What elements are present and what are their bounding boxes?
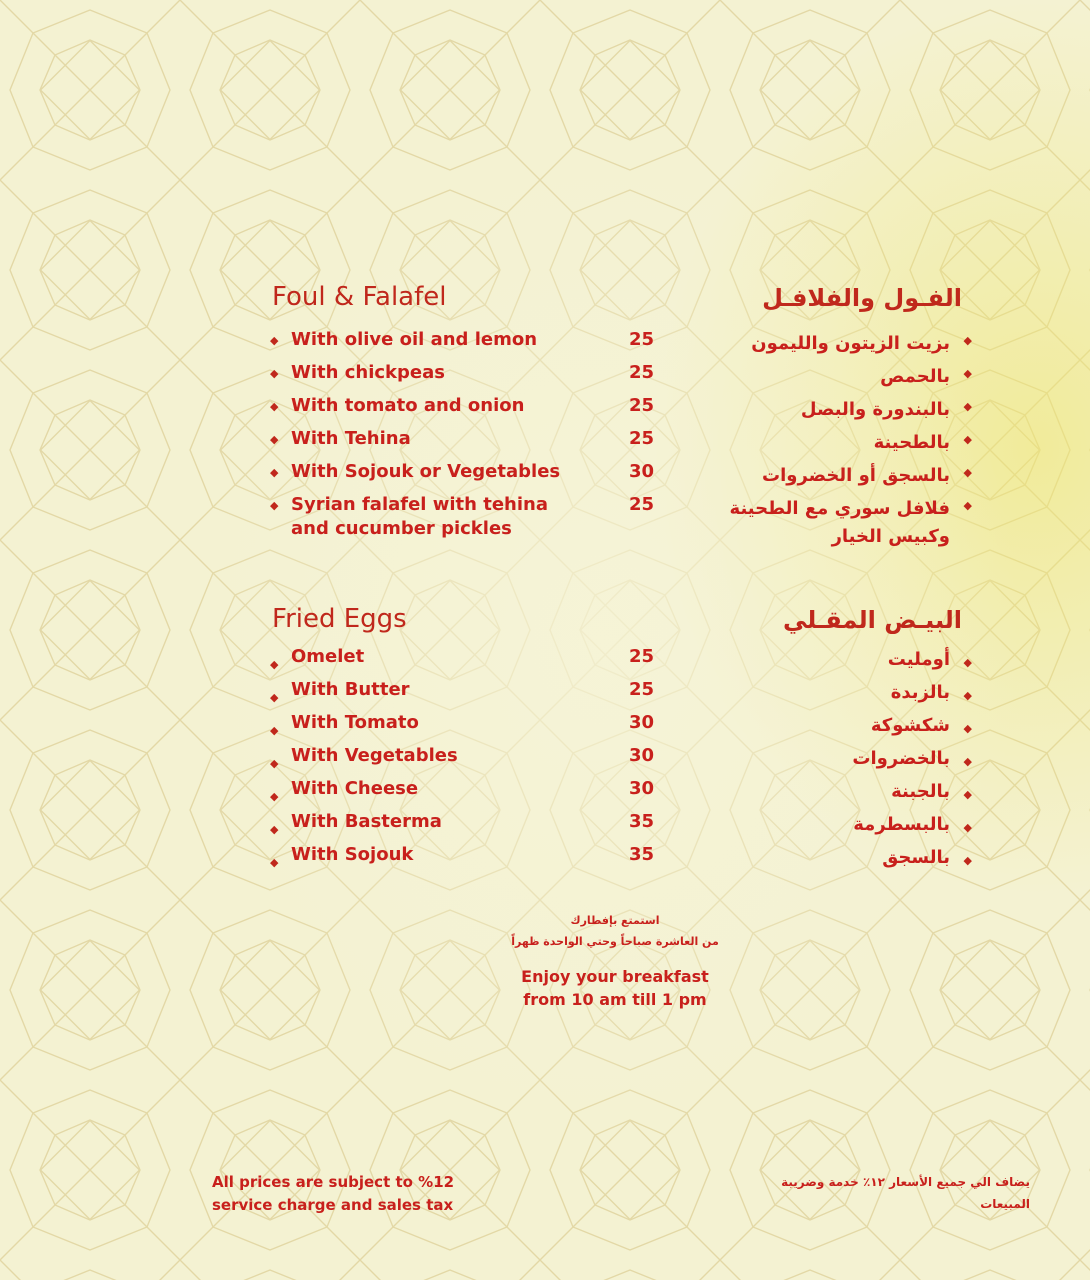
footer-note-en-line1: All prices are subject to %12 bbox=[212, 1173, 455, 1191]
menu-item bbox=[270, 493, 660, 549]
menu-item-price: 25 bbox=[628, 494, 654, 515]
menu-item bbox=[270, 645, 660, 678]
menu-item-name-ar: أومليت bbox=[887, 649, 950, 670]
menu-item-name: Omelet bbox=[291, 646, 365, 667]
menu-item-price: 25 bbox=[628, 679, 654, 700]
menu-item-name-ar: بالجبنة bbox=[891, 781, 950, 802]
diamond-bullet-icon: ◆ bbox=[963, 788, 972, 801]
menu-item bbox=[270, 427, 660, 460]
menu-item-price: 25 bbox=[628, 395, 654, 416]
menu-item-name: Syrian falafel with tehina and cucumber pickles bbox=[291, 494, 548, 539]
menu-item bbox=[270, 744, 660, 777]
menu-item-ar bbox=[672, 811, 972, 844]
menu-item-ar bbox=[672, 396, 972, 429]
footer-note-en-line2: service charge and sales tax bbox=[212, 1196, 454, 1214]
menu-item-price: 35 bbox=[628, 844, 654, 865]
menu-item-price: 35 bbox=[628, 811, 654, 832]
menu-item-name-ar: بالخضروات bbox=[852, 748, 950, 769]
menu-item-name: With Vegetables bbox=[291, 745, 458, 766]
menu-item-name: With tomato and onion bbox=[291, 395, 525, 416]
section-title-fried-eggs: Fried Eggs bbox=[272, 604, 407, 634]
menu-item-ar bbox=[672, 330, 972, 363]
diamond-bullet-icon: ◆ bbox=[270, 658, 279, 671]
menu-item-ar bbox=[672, 363, 972, 396]
menu-item-name: With Sojouk bbox=[291, 844, 414, 865]
diamond-bullet-icon: ◆ bbox=[963, 821, 972, 834]
diamond-bullet-icon: ◆ bbox=[270, 367, 279, 380]
diamond-bullet-icon: ◆ bbox=[963, 433, 972, 446]
menu-item bbox=[270, 394, 660, 427]
diamond-bullet-icon: ◆ bbox=[963, 466, 972, 479]
menu-item-name-ar: شكشوكة bbox=[870, 715, 950, 736]
breakfast-note-ar-line2: من العاشرة صباحاً وحتي الواحدة ظهراً bbox=[511, 935, 719, 948]
menu-item bbox=[270, 328, 660, 361]
footer-note-en bbox=[212, 1171, 512, 1217]
menu-item-name-ar: بالسجق bbox=[882, 847, 950, 868]
section-title-foul-falafel: Foul & Falafel bbox=[272, 282, 447, 312]
menu-item bbox=[270, 361, 660, 394]
menu-item-ar bbox=[672, 778, 972, 811]
footer-note-ar: يضاف الي جميع الأسعار ١٢٪ خدمة وضريبة المبيعات bbox=[781, 1175, 1030, 1211]
diamond-bullet-icon: ◆ bbox=[963, 755, 972, 768]
menu-item bbox=[270, 810, 660, 843]
diamond-bullet-icon: ◆ bbox=[963, 689, 972, 702]
menu-item-name: With olive oil and lemon bbox=[291, 329, 538, 350]
diamond-bullet-icon: ◆ bbox=[963, 334, 972, 347]
menu-item bbox=[270, 460, 660, 493]
menu-item-price: 30 bbox=[628, 461, 654, 482]
menu-item-ar bbox=[672, 712, 972, 745]
menu-item-ar bbox=[672, 495, 972, 555]
menu-item-name-ar: بالبسطرمة bbox=[853, 814, 950, 835]
section-title-ar-foul-falafel: الفـول والفلافـل bbox=[762, 284, 962, 312]
breakfast-note-en-line1: Enjoy your breakfast bbox=[521, 967, 709, 986]
diamond-bullet-icon: ◆ bbox=[270, 400, 279, 413]
diamond-bullet-icon: ◆ bbox=[270, 823, 279, 836]
menu-item-price: 30 bbox=[628, 712, 654, 733]
menu-item-name: With chickpeas bbox=[291, 362, 445, 383]
diamond-bullet-icon: ◆ bbox=[270, 724, 279, 737]
menu-item-price: 25 bbox=[628, 362, 654, 383]
menu-item-name: With Basterma bbox=[291, 811, 442, 832]
menu-item-price: 30 bbox=[628, 778, 654, 799]
menu-item-name-ar: بالطحينة bbox=[873, 432, 950, 453]
menu-item bbox=[270, 678, 660, 711]
diamond-bullet-icon: ◆ bbox=[270, 466, 279, 479]
menu-list-fried-eggs bbox=[270, 645, 660, 876]
menu-item bbox=[270, 777, 660, 810]
menu-item-name-ar: بزيت الزيتون والليمون bbox=[751, 333, 950, 354]
diamond-bullet-icon: ◆ bbox=[963, 499, 972, 512]
diamond-bullet-icon: ◆ bbox=[270, 856, 279, 869]
menu-item-name: With Tomato bbox=[291, 712, 419, 733]
menu-item-price: 25 bbox=[628, 428, 654, 449]
diamond-bullet-icon: ◆ bbox=[963, 854, 972, 867]
menu-item-name: With Sojouk or Vegetables bbox=[291, 461, 561, 482]
diamond-bullet-icon: ◆ bbox=[270, 757, 279, 770]
menu-item-name: With Butter bbox=[291, 679, 410, 700]
diamond-bullet-icon: ◆ bbox=[963, 722, 972, 735]
menu-list-ar-fried-eggs bbox=[672, 646, 972, 877]
menu-item-name-ar: بالحمص bbox=[880, 366, 950, 387]
menu-item-name-ar: بالسجق أو الخضروات bbox=[762, 465, 950, 486]
menu-item-ar bbox=[672, 745, 972, 778]
breakfast-note-ar-line1: استمتع بإفطارك bbox=[570, 914, 660, 927]
menu-item-ar bbox=[672, 646, 972, 679]
menu-item-name-ar: فلافل سوري مع الطحينة وكبيس الخيار bbox=[729, 498, 950, 547]
diamond-bullet-icon: ◆ bbox=[270, 691, 279, 704]
diamond-bullet-icon: ◆ bbox=[270, 334, 279, 347]
menu-item-price: 25 bbox=[628, 646, 654, 667]
diamond-bullet-icon: ◆ bbox=[270, 790, 279, 803]
menu-item-name: With Tehina bbox=[291, 428, 411, 449]
menu-item bbox=[270, 711, 660, 744]
diamond-bullet-icon: ◆ bbox=[963, 656, 972, 669]
diamond-bullet-icon: ◆ bbox=[270, 433, 279, 446]
diamond-bullet-icon: ◆ bbox=[963, 367, 972, 380]
section-title-ar-fried-eggs: البيـض المقـلي bbox=[782, 606, 962, 634]
menu-list-ar-foul-falafel bbox=[672, 330, 972, 555]
menu-list-foul-falafel bbox=[270, 328, 660, 549]
menu-item-name-ar: بالزبدة bbox=[890, 682, 950, 703]
menu-item-ar bbox=[672, 844, 972, 877]
breakfast-note-en-line2: from 10 am till 1 pm bbox=[523, 990, 707, 1009]
menu-item-name: With Cheese bbox=[291, 778, 419, 799]
diamond-bullet-icon: ◆ bbox=[270, 499, 279, 512]
diamond-bullet-icon: ◆ bbox=[963, 400, 972, 413]
menu-item-price: 30 bbox=[628, 745, 654, 766]
menu-item-ar bbox=[672, 429, 972, 462]
menu-item-price: 25 bbox=[628, 329, 654, 350]
menu-item-ar bbox=[672, 679, 972, 712]
menu-item bbox=[270, 843, 660, 876]
menu-item-ar bbox=[672, 462, 972, 495]
menu-item-name-ar: بالبندورة والبصل bbox=[800, 399, 950, 420]
